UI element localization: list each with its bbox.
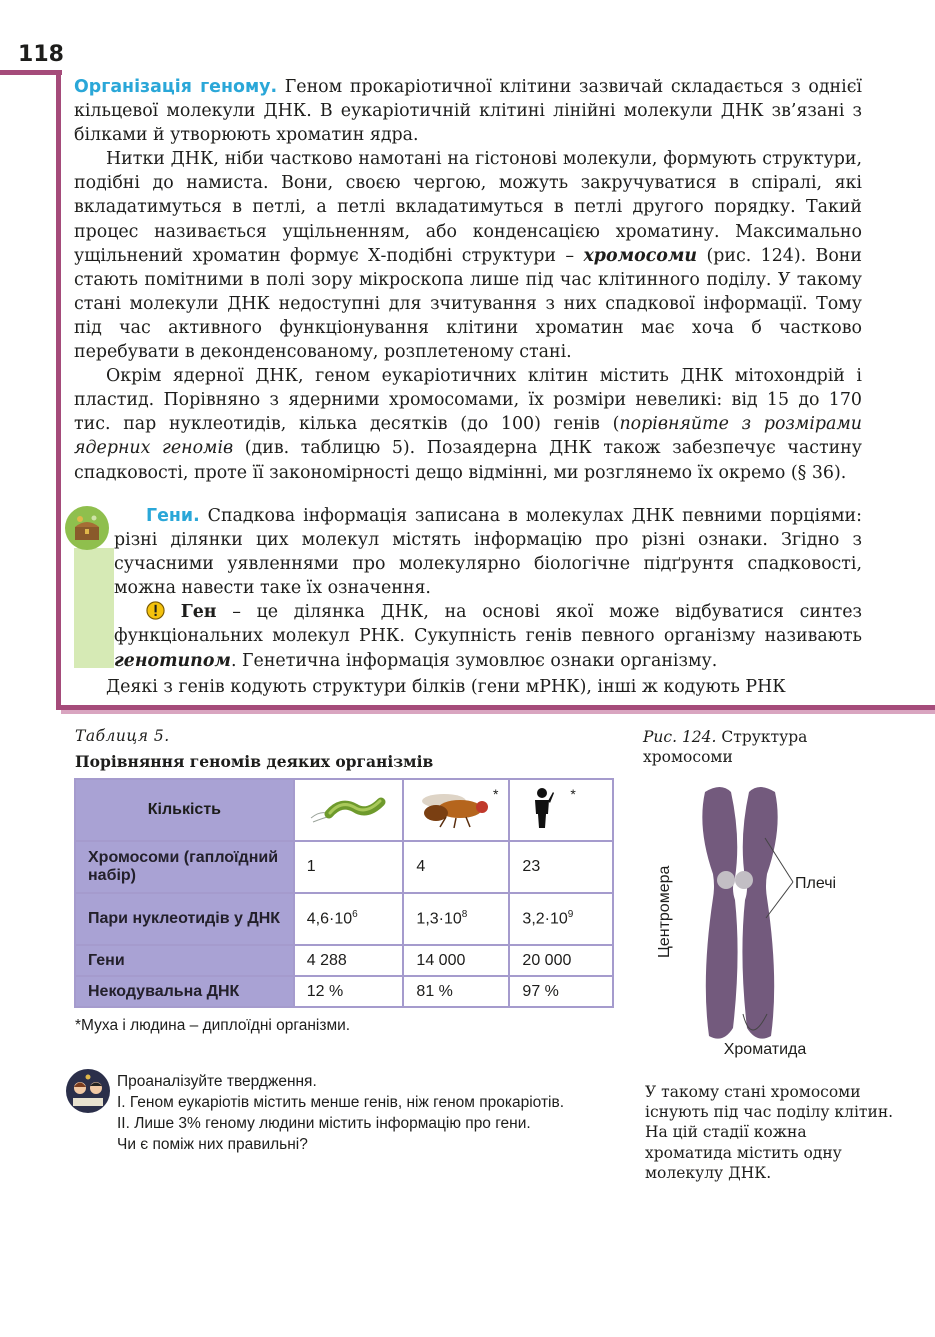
figure-caption: Рис. 124. Структура хромосоми — [643, 728, 808, 766]
frame-bottom-shadow — [61, 710, 935, 714]
chromatid-left — [702, 787, 737, 1039]
organism-human — [509, 779, 613, 841]
bacterium-icon — [307, 788, 387, 828]
label-arms: Плечі — [795, 875, 837, 892]
table-header-row — [75, 779, 613, 841]
chromosome-diagram — [643, 778, 903, 1068]
table-row — [75, 893, 613, 945]
term-genotype: генотипом — [114, 650, 231, 671]
treasure-chest-icon — [64, 505, 110, 551]
centromere-right — [735, 871, 753, 889]
table-cell: $3,2\cdot 10^9$ — [509, 893, 613, 945]
table-cell: 4 288 — [294, 945, 404, 976]
organism-bacterium — [294, 779, 404, 841]
frame-left-border — [56, 70, 61, 710]
table-cell: $1,3\cdot 10^8$ — [403, 893, 509, 945]
table-row — [75, 841, 613, 893]
table-label: Таблиця 5. — [75, 727, 170, 745]
table-title: Порівняння геномів деяких організмів — [75, 752, 434, 771]
label-centromere: Центромера — [656, 865, 673, 958]
chromatid-right — [742, 787, 777, 1039]
paragraph-extranuclear-dna: Окрім ядерної ДНК, геном еукаріотичних клітин містить ДНК мітохондрій і пластид. Порівняно з ядерними хромосомами, їх розміри невеликі: від 15 до 170 тис. пар нуклеотидів, кілька десятків (до 100) генів (порівняйте з розмірами ядерних геномів (див. таблицю 5). Позаядерна ДНК також забезпечує частину спадковості, проте її закономірності дещо відмінні, ми розглянемо їх окремо (§ 36). — [74, 366, 863, 483]
row-label-nucleotide-pairs: Пари нуклеотидів у ДНК — [75, 893, 294, 945]
table-cell: 4 — [403, 841, 509, 893]
frame-top-border — [0, 70, 62, 75]
arms-pointer-lower — [766, 882, 793, 918]
discussion-icon — [65, 1068, 111, 1114]
fly-asterisk: * — [492, 786, 499, 802]
term-gene: Ген — [180, 602, 217, 623]
row-label-noncoding-dna: Некодувальна ДНК — [75, 976, 294, 1007]
paragraph-genes: Гени. Спадкова інформація записана в молекулах ДНК певними порціями: різні ділянки цих молекул містять інформацію про різні ознаки. Згідно з сучасними уявленнями про молекулярно біологічне підґрунтя спадковості, можна навести таке їх означення. — [114, 506, 862, 599]
paragraph-gene-types: Деякі з генів кодують структури білків (гени мРНК), інші ж кодують РНК — [106, 677, 786, 697]
term-chromosomes: хромосоми — [583, 245, 698, 266]
discussion-question: Чи є поміж них правильні? — [117, 1136, 308, 1153]
table-corner-header: Кількість — [75, 779, 294, 841]
row-label-genes: Гени — [75, 945, 294, 976]
gene-definition: Ген – це ділянка ДНК, на основі якої може відбуватися синтез функціональних молекул РНК. Сукупність генів певного організму називають генотипом. Генетична інформація зумовлює ознаки організму. — [114, 602, 862, 671]
table-cell: 97 % — [509, 976, 613, 1007]
table-cell: 1 — [294, 841, 404, 893]
table-cell: $4,6\cdot 10^6$ — [294, 893, 404, 945]
section-heading-genome: Організація геному. — [74, 77, 278, 97]
green-side-bar — [74, 548, 114, 668]
label-chromatid: Хроматида — [723, 1041, 807, 1058]
human-asterisk: * — [570, 786, 576, 802]
main-text-block — [74, 75, 862, 485]
table-cell: 14 000 — [403, 945, 509, 976]
figure-number: Рис. 124. — [643, 728, 717, 746]
warning-icon — [146, 601, 165, 620]
genome-comparison-table — [74, 778, 614, 1008]
genes-block — [114, 504, 862, 673]
table-footnote: *Муха і людина – диплоїдні організми. — [75, 1017, 351, 1034]
discussion-statement-2: II. Лише 3% геному людини містить інформацію про гени. — [117, 1115, 531, 1132]
table-row — [75, 945, 613, 976]
table-cell: 81 % — [403, 976, 509, 1007]
paragraph-genome-organization: Організація геному. Геном прокаріотичної клітини зазвичай складається з однієї кільцевої молекули ДНК. В еукаріотичній клітині лінійні молекули ДНК зв’язані з білками й утворюють хроматин ядра. — [74, 77, 862, 146]
discussion-prompt: Проаналізуйте твердження. — [117, 1073, 317, 1090]
row-label-chromosomes: Хромосоми (гаплоїдний набір) — [75, 841, 294, 893]
discussion-block — [117, 1071, 617, 1155]
paragraph-chromatin: Нитки ДНК, ніби частково намотані на гістонові молекули, формують структури, подібні до намиста. Вони, своєю чергою, можуть закручуватися в спіралі, які вкладатимуться в петлі, а петлі вкладатимуться в петлі другого порядку. Такий процес називається ущільненням, або конденсацією хроматину. Максимально ущільнений хроматин формує Х-подібні структури – хромосоми (рис. 124). Вони стають помітними в полі зору мікроскопа лише під час клітинного поділу. У такому стані молекули ДНК недоступні для зчитування з них спадкової інформації. Тому під час активного функціонування клітини хроматин має хоча б частково перебувати в деконденсованому, розплетеному стані. — [74, 149, 862, 363]
page-number: 118 — [18, 42, 64, 67]
table-cell: 12 % — [294, 976, 404, 1007]
human-icon — [522, 786, 562, 830]
organism-fly — [403, 779, 509, 841]
table-cell: 23 — [509, 841, 613, 893]
table-row — [75, 976, 613, 1007]
centromere-left — [717, 871, 735, 889]
fly-icon — [416, 786, 499, 829]
figure-note: У такому стані хромосоми існують під час поділу клітин. На цій стадії кожна хроматида містить одну молекулу ДНК. — [645, 1083, 894, 1182]
discussion-statement-1: I. Геном еукаріотів містить менше генів, ніж геном прокаріотів. — [117, 1094, 565, 1111]
table-cell: 20 000 — [509, 945, 613, 976]
section-heading-genes: Гени. — [146, 506, 200, 526]
